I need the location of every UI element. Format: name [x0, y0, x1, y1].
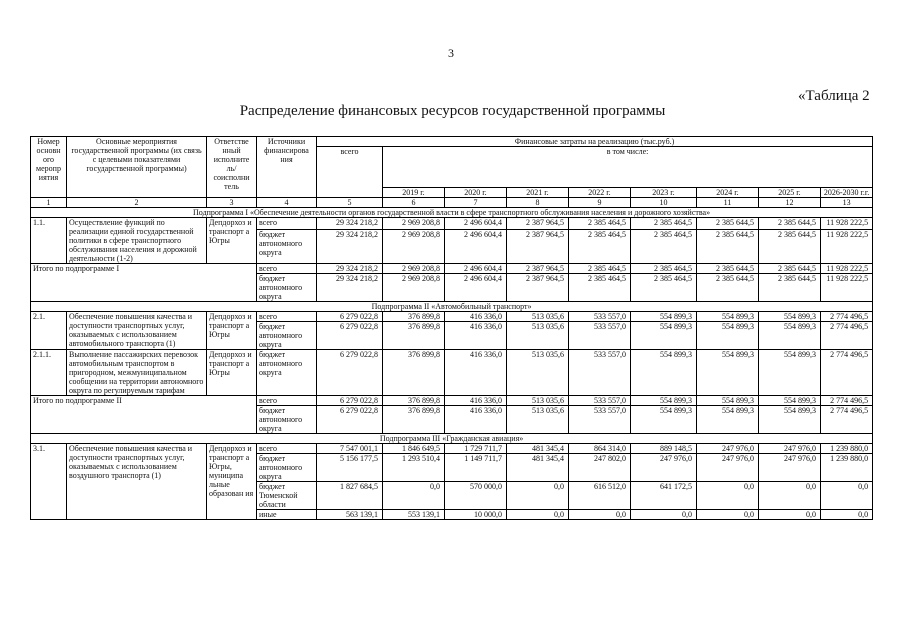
page-title: Распределение финансовых ресурсов государственной программы	[239, 103, 666, 119]
value-cell: 533 557,0	[569, 350, 631, 396]
value-cell: 2 496 604,4	[445, 218, 507, 230]
value-cell: 376 899,8	[383, 322, 445, 350]
column-number: 3	[207, 198, 257, 208]
value-cell: 2 385 464,5	[631, 218, 697, 230]
header-year: 2024 г.	[697, 188, 759, 198]
responsible-cell: Депдорхоз и транспорт а Югры	[207, 218, 257, 264]
value-cell: 6 279 022,8	[317, 350, 383, 396]
column-number: 8	[507, 198, 569, 208]
value-cell: 416 336,0	[445, 350, 507, 396]
header-year: 2023 г.	[631, 188, 697, 198]
value-cell: 570 000,0	[445, 482, 507, 510]
value-cell: 2 385 464,5	[631, 230, 697, 264]
header-sources: Источники финансирова ния	[257, 137, 317, 198]
source-cell: бюджет автономного округа	[257, 406, 317, 434]
total-label: Итого по подпрограмме II	[31, 396, 257, 434]
header-year: 2021 г.	[507, 188, 569, 198]
value-cell: 29 324 218,2	[317, 218, 383, 230]
column-number: 9	[569, 198, 631, 208]
value-cell: 554 899,3	[697, 350, 759, 396]
value-cell: 1 293 510,4	[383, 454, 445, 482]
value-cell: 247 976,0	[697, 444, 759, 454]
value-cell: 481 345,4	[507, 444, 569, 454]
measure-number: 1.1.	[31, 218, 67, 264]
measure-name: Обеспечение повышения качества и доступности транспортных услуг, оказываемых с использованием автомобильного транспорта (1)	[67, 312, 207, 350]
source-cell: бюджет Тюменской области	[257, 482, 317, 510]
value-cell: 11 928 222,5	[821, 264, 873, 274]
value-cell: 29 324 218,2	[317, 274, 383, 302]
value-cell: 0,0	[569, 510, 631, 520]
total-row	[31, 396, 873, 406]
value-cell: 2 387 964,5	[507, 264, 569, 274]
header-year: 2026-2030 г.г.	[821, 188, 873, 198]
source-cell: всего	[257, 264, 317, 274]
value-cell: 2 969 208,8	[383, 218, 445, 230]
value-cell: 6 279 022,8	[317, 406, 383, 434]
value-cell: 376 899,8	[383, 350, 445, 396]
section-title: Подпрограмма III «Гражданская авиация»	[31, 434, 873, 444]
value-cell: 1 729 711,7	[445, 444, 507, 454]
value-cell: 2 387 964,5	[507, 218, 569, 230]
column-number: 11	[697, 198, 759, 208]
value-cell: 11 928 222,5	[821, 218, 873, 230]
header-year: 2022 г.	[569, 188, 631, 198]
value-cell: 533 557,0	[569, 396, 631, 406]
total-label: Итого по подпрограмме I	[31, 264, 257, 302]
header-costs: Финансовые затраты на реализацию (тыс.руб.)	[317, 137, 873, 147]
column-number: 12	[759, 198, 821, 208]
value-cell: 553 139,1	[383, 510, 445, 520]
header-year: 2025 г.	[759, 188, 821, 198]
value-cell: 2 387 964,5	[507, 230, 569, 264]
table-row	[31, 312, 873, 322]
header-year: 2019 г.	[383, 188, 445, 198]
source-cell: всего	[257, 218, 317, 230]
value-cell: 416 336,0	[445, 322, 507, 350]
value-cell: 1 149 711,7	[445, 454, 507, 482]
value-cell: 2 496 604,4	[445, 274, 507, 302]
value-cell: 0,0	[759, 510, 821, 520]
value-cell: 1 239 880,0	[821, 454, 873, 482]
value-cell: 481 345,4	[507, 454, 569, 482]
measure-number: 2.1.	[31, 312, 67, 350]
header-responsible: Ответстве нный исполните ль/ соисполни тель	[207, 137, 257, 198]
header-year: 2020 г.	[445, 188, 507, 198]
table-row	[31, 444, 873, 454]
source-cell: бюджет автономного округа	[257, 322, 317, 350]
responsible-cell: Депдорхоз и транспорт а Югры	[207, 312, 257, 350]
value-cell: 2 385 464,5	[569, 264, 631, 274]
source-cell: всего	[257, 396, 317, 406]
measure-number: 2.1.1.	[31, 350, 67, 396]
value-cell: 11 928 222,5	[821, 274, 873, 302]
value-cell: 11 928 222,5	[821, 230, 873, 264]
value-cell: 2 774 496,5	[821, 396, 873, 406]
responsible-cell: Депдорхоз и транспорт а Югры	[207, 350, 257, 396]
value-cell: 533 557,0	[569, 312, 631, 322]
column-number: 10	[631, 198, 697, 208]
table-row	[31, 218, 873, 230]
value-cell: 247 802,0	[569, 454, 631, 482]
value-cell: 6 279 022,8	[317, 322, 383, 350]
column-number: 5	[317, 198, 383, 208]
value-cell: 554 899,3	[759, 396, 821, 406]
value-cell: 513 035,6	[507, 350, 569, 396]
value-cell: 554 899,3	[697, 396, 759, 406]
value-cell: 2 385 644,5	[697, 218, 759, 230]
table-row	[31, 350, 873, 396]
value-cell: 2 496 604,4	[445, 230, 507, 264]
value-cell: 1 846 649,5	[383, 444, 445, 454]
value-cell: 641 172,5	[631, 482, 697, 510]
value-cell: 554 899,3	[631, 322, 697, 350]
value-cell: 2 969 208,8	[383, 274, 445, 302]
value-cell: 533 557,0	[569, 322, 631, 350]
value-cell: 0,0	[821, 482, 873, 510]
source-cell: бюджет автономного округа	[257, 454, 317, 482]
table-label: «Таблица 2	[798, 88, 870, 104]
value-cell: 6 279 022,8	[317, 312, 383, 322]
column-number: 2	[67, 198, 207, 208]
value-cell: 0,0	[697, 482, 759, 510]
value-cell: 416 336,0	[445, 396, 507, 406]
value-cell: 2 385 644,5	[697, 230, 759, 264]
value-cell: 2 496 604,4	[445, 264, 507, 274]
value-cell: 2 385 644,5	[759, 218, 821, 230]
value-cell: 554 899,3	[631, 406, 697, 434]
header-row	[31, 137, 873, 147]
value-cell: 0,0	[631, 510, 697, 520]
value-cell: 416 336,0	[445, 406, 507, 434]
value-cell: 2 385 464,5	[569, 218, 631, 230]
value-cell: 554 899,3	[759, 322, 821, 350]
page-number: 3	[448, 46, 454, 60]
value-cell: 513 035,6	[507, 396, 569, 406]
value-cell: 2 969 208,8	[383, 264, 445, 274]
value-cell: 0,0	[383, 482, 445, 510]
value-cell: 2 385 464,5	[631, 274, 697, 302]
value-cell: 554 899,3	[697, 322, 759, 350]
value-cell: 864 314,0	[569, 444, 631, 454]
value-cell: 2 385 464,5	[569, 230, 631, 264]
value-cell: 2 385 464,5	[569, 274, 631, 302]
value-cell: 376 899,8	[383, 396, 445, 406]
value-cell: 2 387 964,5	[507, 274, 569, 302]
value-cell: 513 035,6	[507, 406, 569, 434]
value-cell: 889 148,5	[631, 444, 697, 454]
value-cell: 513 035,6	[507, 312, 569, 322]
value-cell: 2 774 496,5	[821, 350, 873, 396]
value-cell: 1 827 684,5	[317, 482, 383, 510]
responsible-cell: Депдорхоз и транспорт а Югры, муниципа льные образован ия	[207, 444, 257, 520]
value-cell: 554 899,3	[631, 350, 697, 396]
header-num: Номер основн ого меропр иятия	[31, 137, 67, 198]
value-cell: 2 385 464,5	[631, 264, 697, 274]
value-cell: 247 976,0	[697, 454, 759, 482]
value-cell: 7 547 001,1	[317, 444, 383, 454]
value-cell: 247 976,0	[759, 454, 821, 482]
source-cell: иные	[257, 510, 317, 520]
column-number: 13	[821, 198, 873, 208]
value-cell: 0,0	[507, 482, 569, 510]
value-cell: 2 774 496,5	[821, 322, 873, 350]
value-cell: 247 976,0	[759, 444, 821, 454]
measure-name: Обеспечение повышения качества и доступности транспортных услуг, оказываемых с использованием воздушного транспорта (1)	[67, 444, 207, 520]
value-cell: 2 385 644,5	[759, 264, 821, 274]
header-measures: Основные мероприятия государственной программы (их связь с целевыми показателями государственной программы)	[67, 137, 207, 198]
value-cell: 2 385 644,5	[759, 230, 821, 264]
total-row	[31, 264, 873, 274]
value-cell: 2 385 644,5	[697, 274, 759, 302]
source-cell: бюджет автономного округа	[257, 230, 317, 264]
value-cell: 2 774 496,5	[821, 406, 873, 434]
column-numbers-row	[31, 198, 873, 208]
column-number: 7	[445, 198, 507, 208]
value-cell: 554 899,3	[697, 312, 759, 322]
value-cell: 247 976,0	[631, 454, 697, 482]
value-cell: 1 239 880,0	[821, 444, 873, 454]
section-title-row	[31, 434, 873, 444]
value-cell: 554 899,3	[631, 396, 697, 406]
value-cell: 563 139,1	[317, 510, 383, 520]
value-cell: 554 899,3	[759, 312, 821, 322]
header-including: в том числе:	[383, 147, 873, 188]
value-cell: 10 000,0	[445, 510, 507, 520]
value-cell: 0,0	[507, 510, 569, 520]
value-cell: 554 899,3	[759, 350, 821, 396]
value-cell: 533 557,0	[569, 406, 631, 434]
value-cell: 0,0	[697, 510, 759, 520]
section-title-row	[31, 302, 873, 312]
value-cell: 2 385 644,5	[759, 274, 821, 302]
source-cell: всего	[257, 444, 317, 454]
section-title: Подпрограмма I «Обеспечение деятельности органов государственной власти в сфере транспортного обслуживания населения и дорожного хозяйства»	[31, 208, 873, 218]
value-cell: 513 035,6	[507, 322, 569, 350]
value-cell: 0,0	[759, 482, 821, 510]
value-cell: 554 899,3	[631, 312, 697, 322]
column-number: 6	[383, 198, 445, 208]
value-cell: 5 156 177,5	[317, 454, 383, 482]
source-cell: всего	[257, 312, 317, 322]
value-cell: 416 336,0	[445, 312, 507, 322]
value-cell: 616 512,0	[569, 482, 631, 510]
finance-table	[30, 136, 873, 520]
value-cell: 6 279 022,8	[317, 396, 383, 406]
source-cell: бюджет автономного округа	[257, 350, 317, 396]
section-title: Подпрограмма II «Автомобильный транспорт»	[31, 302, 873, 312]
value-cell: 2 774 496,5	[821, 312, 873, 322]
value-cell: 0,0	[821, 510, 873, 520]
value-cell: 2 385 644,5	[697, 264, 759, 274]
measure-name: Выполнение пассажирских перевозок автомобильным транспортом в пригородном, межмуниципальном сообщении на территории автономного округа по регулируемым тарифам	[67, 350, 207, 396]
measure-name: Осуществление функций по реализации единой государственной политики в сфере транспортного обслуживания населения и дорожной деятельности (1-2)	[67, 218, 207, 264]
column-number: 4	[257, 198, 317, 208]
column-number: 1	[31, 198, 67, 208]
measure-number: 3.1.	[31, 444, 67, 520]
value-cell: 29 324 218,2	[317, 264, 383, 274]
value-cell: 29 324 218,2	[317, 230, 383, 264]
header-total: всего	[317, 147, 383, 198]
value-cell: 2 969 208,8	[383, 230, 445, 264]
source-cell: бюджет автономного округа	[257, 274, 317, 302]
value-cell: 554 899,3	[759, 406, 821, 434]
section-title-row	[31, 208, 873, 218]
value-cell: 376 899,8	[383, 312, 445, 322]
value-cell: 376 899,8	[383, 406, 445, 434]
value-cell: 554 899,3	[697, 406, 759, 434]
